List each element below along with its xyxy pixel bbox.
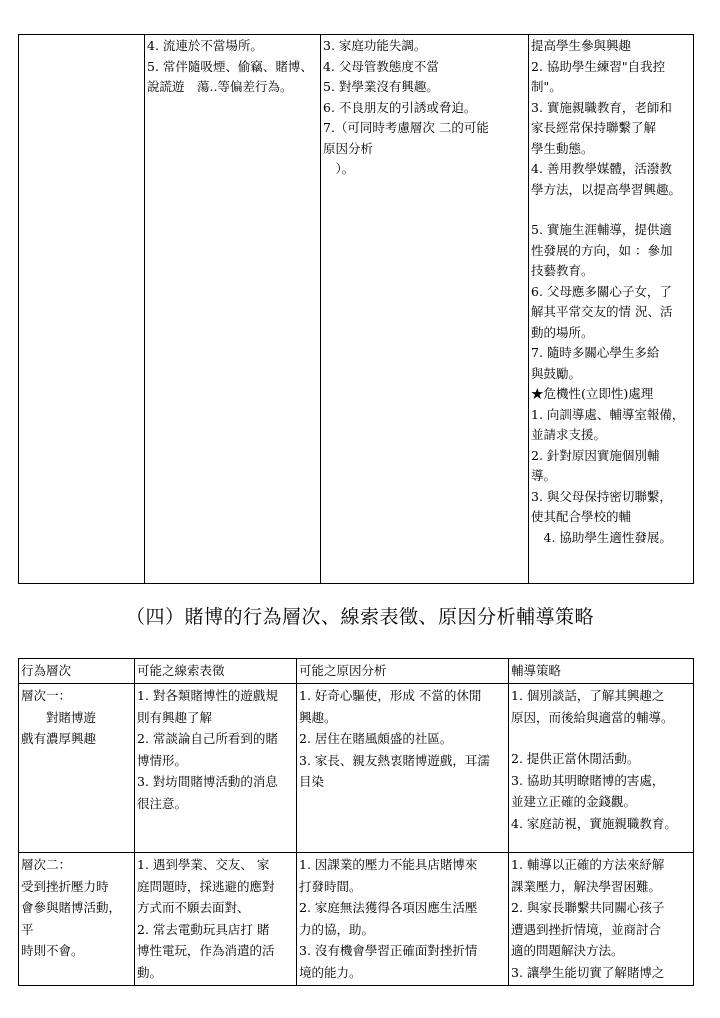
- text-line: 解其平常交友的情 況、活: [531, 304, 673, 319]
- text-line: 1. 向訓導處、輔導室報備，: [531, 406, 685, 422]
- clues-cell: [135, 853, 297, 986]
- continuation-row: [19, 35, 694, 584]
- causes-cell: [297, 853, 509, 986]
- text-line: 1. 遇到學業、交友、 家: [137, 857, 270, 872]
- text-line: 7. 隨時多關心學生多給: [531, 345, 660, 360]
- text-line: 則有興趣了解: [137, 709, 213, 725]
- section-heading: （四）賭博的行為層次、線索表徵、原因分析輔導策略: [125, 606, 594, 628]
- text-line: 性發展的方向，如 ：參加: [531, 242, 673, 258]
- text-line: 3. 與父母保持密切聯繫，: [531, 488, 672, 504]
- text-line: 技藝教育。: [531, 263, 594, 278]
- text-line: 6. 父母應多關心子女，了: [531, 283, 672, 299]
- text-line: 學方法，以提高學習興趣。: [531, 181, 682, 197]
- text-line: 受到挫折壓力時: [21, 878, 109, 894]
- clues-cell: [135, 684, 297, 853]
- text-line: 1. 對各類賭博性的遊戲規: [137, 688, 278, 703]
- text-line: 7.（可同時考慮層次 二的可能: [323, 120, 489, 135]
- text-line: 導。: [531, 468, 557, 483]
- text-line: 6. 不良朋友的引誘或脅迫。: [323, 99, 477, 115]
- causes-cell: [297, 684, 509, 853]
- text-line: 遭遇到挫折情境，並商討合: [511, 921, 662, 937]
- text-line: 使其配合學校的輔: [531, 509, 632, 524]
- level-cell: [19, 853, 135, 986]
- header-cell-strategies: 輔導策略: [509, 659, 694, 684]
- text-line: 家長經常保持聯繫了解: [531, 120, 657, 135]
- strategies-group-b: [531, 220, 691, 548]
- strategies-cell: [509, 853, 694, 986]
- strategies-cell: [509, 684, 694, 853]
- text-line: 適的問題解決方法。: [511, 943, 624, 958]
- text-line: 目染: [299, 774, 325, 789]
- text-line: 會參與賭博活動，: [21, 900, 122, 915]
- level-cell: [19, 35, 145, 584]
- gambling-guidance-table: [18, 658, 694, 986]
- text-line: 力的協，助。: [299, 921, 375, 937]
- strategies-group-b: [511, 748, 691, 834]
- text-line: 4. 善用教學媒體，活潑教: [531, 161, 672, 176]
- strategies-group-a: [511, 685, 691, 728]
- text-line: 1. 個別談話，了解其興趣之: [511, 688, 665, 703]
- strategies-cell: [529, 35, 694, 584]
- level-cell: [19, 684, 135, 853]
- text-line: 3. 對坊間賭博活動的消息: [137, 774, 278, 789]
- text-line: 3. 協助其明瞭賭博的害處，: [511, 772, 665, 788]
- table-row: [19, 853, 694, 986]
- text-line: 3. 家庭功能失調。: [323, 38, 427, 53]
- text-line: 原因分析: [323, 140, 374, 156]
- header-cell-clues: 可能之線索表徵: [135, 659, 297, 684]
- strategies-group-a: [531, 36, 691, 200]
- text-line: 並請求支援。: [531, 427, 607, 442]
- text-line: 動。: [137, 964, 163, 980]
- text-line: 2. 常去電動玩具店打 賭: [137, 921, 270, 937]
- text-line: 方式而不願去面對、: [137, 900, 250, 915]
- text-line: 3. 實施親職教育，老師和: [531, 99, 672, 115]
- header-row: [19, 659, 694, 684]
- text-line: 3. 讓學生能切實了解賭博之: [511, 964, 665, 980]
- text-line: 平: [21, 921, 34, 937]
- text-line: 博情形。: [137, 752, 188, 768]
- table-row: [19, 684, 694, 853]
- text-line: 2. 與家長聯繫共同關心孩子: [511, 900, 665, 915]
- text-line: 層次一：: [21, 688, 72, 703]
- text-line: 原因，而後給與適當的輔導。: [511, 709, 674, 725]
- text-line: 很注意。: [137, 795, 188, 811]
- text-line: 2. 家庭無法獲得各項因應生活壓: [299, 900, 478, 915]
- text-line: 境的能力。: [299, 964, 362, 980]
- text-line: 對賭博遊: [21, 709, 97, 725]
- text-line: 2. 提供正當休閒活動。: [511, 751, 640, 766]
- header-cell-level: 行為層次: [19, 659, 135, 684]
- text-line: ★危機性(立即性)處理: [531, 386, 654, 401]
- text-line: 3. 沒有機會學習正確面對挫折情: [299, 943, 478, 958]
- text-line: 興趣。: [299, 709, 337, 725]
- text-line: 打發時間。: [299, 878, 362, 894]
- header-cell-causes: 可能之原因分析: [297, 659, 509, 684]
- text-line: 2. 協助學生練習"自我控: [531, 58, 666, 74]
- text-line: 庭問題時，採逃避的應對: [137, 878, 275, 894]
- text-line: 2. 常談論自己所看到的賭: [137, 731, 278, 746]
- text-line: 學生動態。: [531, 140, 594, 156]
- text-line: 4. 流連於不當場所。: [147, 38, 263, 53]
- text-line: 5. 常伴隨吸煙、偷竊、賭博、: [147, 58, 313, 74]
- text-line: 動的場所。: [531, 324, 594, 340]
- text-line: 1. 輔導以正確的方法來紓解: [511, 857, 665, 872]
- text-line: 說謊遊 蕩..等偏差行為。: [147, 79, 293, 94]
- text-line: 4. 父母管教態度不當: [323, 58, 439, 74]
- continuation-table: [18, 34, 694, 584]
- causes-cell: [321, 35, 529, 584]
- text-line: 4. 協助學生適性發展。: [531, 529, 672, 545]
- text-line: 並建立正確的金錢觀。: [511, 794, 637, 809]
- clues-cell: [145, 35, 321, 584]
- text-line: 3. 家長、親友熱衷賭博遊戲，耳濡: [299, 752, 490, 768]
- text-line: 2. 針對原因實施個別輔: [531, 447, 660, 463]
- text-line: 戲有濃厚興趣: [21, 731, 97, 746]
- text-line: 5. 對學業沒有興趣。: [323, 79, 439, 94]
- text-line: 層次二：: [21, 857, 72, 872]
- text-line: 時則不會。: [21, 943, 84, 958]
- text-line: 課業壓力，解決學習困難。: [511, 878, 662, 894]
- text-line: 5. 實施生涯輔導，提供適: [531, 222, 672, 237]
- text-line: 博性電玩，作為消遣的活: [137, 943, 275, 958]
- text-line: 2. 居住在賭風頗盛的社區。: [299, 731, 453, 746]
- text-line: 1. 好奇心驅使，形成 不當的休閒: [299, 688, 482, 703]
- text-line: 提高學生參與興趣: [531, 38, 632, 53]
- text-line: 1. 因課業的壓力不能具店賭博來: [299, 857, 478, 872]
- text-line: ）。: [323, 161, 355, 176]
- text-line: 與鼓勵。: [531, 365, 582, 381]
- text-line: 制"。: [531, 79, 562, 94]
- text-line: 4. 家庭訪視，實施親職教育。: [511, 815, 677, 831]
